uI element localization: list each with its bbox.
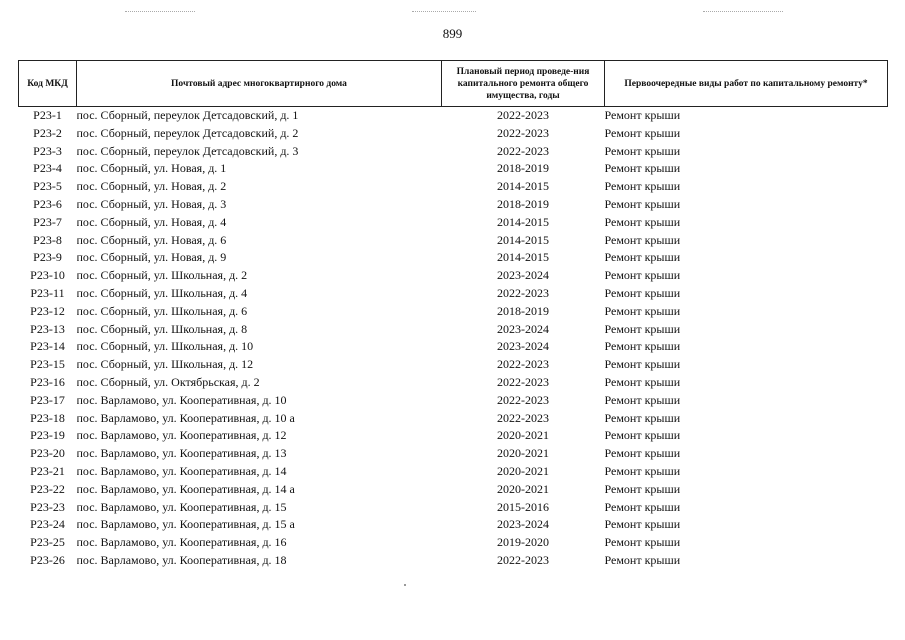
table-row xyxy=(19,143,888,161)
cell-work: Ремонт крыши xyxy=(604,268,681,283)
cell-period: 2022-2023 xyxy=(497,285,549,300)
table-row xyxy=(19,552,888,570)
cell-code: Р23-7 xyxy=(33,214,62,229)
table-row xyxy=(19,392,888,410)
table-row xyxy=(19,499,888,517)
table-row xyxy=(19,178,888,196)
cell-code: Р23-11 xyxy=(30,285,65,300)
cell-address: пос. Варламово, ул. Кооперативная, д. 14 а xyxy=(76,481,295,496)
cell-address: пос. Сборный, переулок Детсадовский, д. 3 xyxy=(76,143,299,158)
cell-work: Ремонт крыши xyxy=(604,250,681,265)
cell-period: 2018-2019 xyxy=(497,303,549,318)
scan-speck xyxy=(404,584,406,586)
cell-address: пос. Сборный, ул. Новая, д. 3 xyxy=(76,196,227,211)
cell-work: Ремонт крыши xyxy=(604,552,681,567)
table-row xyxy=(19,338,888,356)
cell-work: Ремонт крыши xyxy=(604,214,681,229)
table-row xyxy=(19,516,888,534)
header-code: Код МКД xyxy=(19,61,77,107)
cell-address: пос. Сборный, ул. Школьная, д. 6 xyxy=(76,303,248,318)
table-row xyxy=(19,125,888,143)
cell-period: 2022-2023 xyxy=(497,374,549,389)
table-row xyxy=(19,214,888,232)
cell-period: 2023-2024 xyxy=(497,321,549,336)
cell-period: 2020-2021 xyxy=(497,481,549,496)
table-row xyxy=(19,160,888,178)
repair-registry-table xyxy=(18,60,888,570)
cell-address: пос. Варламово, ул. Кооперативная, д. 12 xyxy=(76,428,287,443)
table-row xyxy=(19,481,888,499)
cell-period: 2015-2016 xyxy=(497,499,549,514)
table-header-row xyxy=(19,61,888,107)
cell-work: Ремонт крыши xyxy=(604,285,681,300)
cell-period: 2014-2015 xyxy=(497,179,549,194)
cell-period: 2023-2024 xyxy=(497,339,549,354)
cell-work: Ремонт крыши xyxy=(604,108,681,122)
cell-address: пос. Сборный, ул. Школьная, д. 4 xyxy=(76,285,248,300)
cell-code: Р23-9 xyxy=(33,250,62,265)
scan-mark-right xyxy=(703,11,783,13)
cell-work: Ремонт крыши xyxy=(604,499,681,514)
cell-work: Ремонт крыши xyxy=(604,196,681,211)
cell-code: Р23-4 xyxy=(33,161,62,176)
table-row xyxy=(19,463,888,481)
cell-work: Ремонт крыши xyxy=(604,517,681,532)
cell-work: Ремонт крыши xyxy=(604,321,681,336)
cell-code: Р23-16 xyxy=(30,374,65,389)
cell-code: Р23-24 xyxy=(30,517,65,532)
cell-address: пос. Варламово, ул. Кооперативная, д. 10 а xyxy=(76,410,295,425)
cell-work: Ремонт крыши xyxy=(604,161,681,176)
cell-address: пос. Варламово, ул. Кооперативная, д. 13 xyxy=(76,446,287,461)
cell-period: 2023-2024 xyxy=(497,517,549,532)
cell-work: Ремонт крыши xyxy=(604,535,681,550)
cell-period: 2019-2020 xyxy=(497,535,549,550)
cell-period: 2020-2021 xyxy=(497,428,549,443)
cell-address: пос. Сборный, ул. Школьная, д. 2 xyxy=(76,268,248,283)
cell-period: 2022-2023 xyxy=(497,552,549,567)
table-row xyxy=(19,285,888,303)
table-row xyxy=(19,374,888,392)
cell-work: Ремонт крыши xyxy=(604,232,681,247)
cell-work: Ремонт крыши xyxy=(604,392,681,407)
cell-address: пос. Сборный, ул. Новая, д. 1 xyxy=(76,161,227,176)
cell-code: Р23-20 xyxy=(30,446,65,461)
page-number: 899 xyxy=(442,26,463,41)
cell-period: 2022-2023 xyxy=(497,108,549,122)
scan-mark-center xyxy=(412,11,476,13)
cell-code: Р23-12 xyxy=(30,303,65,318)
cell-address: пос. Варламово, ул. Кооперативная, д. 18 xyxy=(76,552,287,567)
cell-code: Р23-26 xyxy=(30,552,65,567)
cell-code: Р23-1 xyxy=(33,108,62,122)
cell-work: Ремонт крыши xyxy=(604,357,681,372)
cell-work: Ремонт крыши xyxy=(604,446,681,461)
table-row xyxy=(19,196,888,214)
cell-code: Р23-3 xyxy=(33,143,62,158)
cell-work: Ремонт крыши xyxy=(604,374,681,389)
table-row xyxy=(19,410,888,428)
cell-work: Ремонт крыши xyxy=(604,410,681,425)
cell-code: Р23-13 xyxy=(30,321,65,336)
cell-address: пос. Сборный, ул. Школьная, д. 10 xyxy=(76,339,254,354)
cell-code: Р23-10 xyxy=(30,268,65,283)
cell-address: пос. Сборный, ул. Новая, д. 4 xyxy=(76,214,227,229)
cell-code: Р23-6 xyxy=(33,196,62,211)
cell-period: 2020-2021 xyxy=(497,446,549,461)
cell-period: 2014-2015 xyxy=(497,214,549,229)
table-row xyxy=(19,232,888,250)
cell-period: 2022-2023 xyxy=(497,143,549,158)
cell-work: Ремонт крыши xyxy=(604,303,681,318)
cell-period: 2020-2021 xyxy=(497,463,549,478)
cell-code: Р23-18 xyxy=(30,410,65,425)
cell-work: Ремонт крыши xyxy=(604,179,681,194)
cell-code: Р23-17 xyxy=(30,392,65,407)
cell-address: пос. Варламово, ул. Кооперативная, д. 14 xyxy=(76,463,287,478)
table-row xyxy=(19,303,888,321)
cell-address: пос. Сборный, ул. Новая, д. 9 xyxy=(76,250,227,265)
cell-period: 2018-2019 xyxy=(497,196,549,211)
table-row xyxy=(19,107,888,125)
table-row xyxy=(19,445,888,463)
cell-code: Р23-15 xyxy=(30,357,65,372)
cell-address: пос. Сборный, ул. Октябрьская, д. 2 xyxy=(76,374,260,389)
cell-code: Р23-21 xyxy=(30,463,65,478)
cell-work: Ремонт крыши xyxy=(604,125,681,140)
cell-period: 2014-2015 xyxy=(497,232,549,247)
cell-code: Р23-5 xyxy=(33,179,62,194)
header-period: Плановый период проведе-ния капитального ремонта общего имущества, годы xyxy=(442,61,605,107)
cell-period: 2014-2015 xyxy=(497,250,549,265)
cell-address: пос. Варламово, ул. Кооперативная, д. 10 xyxy=(76,392,287,407)
cell-period: 2022-2023 xyxy=(497,357,549,372)
cell-address: пос. Сборный, ул. Новая, д. 6 xyxy=(76,232,227,247)
cell-address: пос. Сборный, переулок Детсадовский, д. 2 xyxy=(76,125,299,140)
cell-code: Р23-23 xyxy=(30,499,65,514)
cell-work: Ремонт крыши xyxy=(604,143,681,158)
cell-address: пос. Сборный, переулок Детсадовский, д. 1 xyxy=(76,108,299,122)
cell-period: 2022-2023 xyxy=(497,410,549,425)
cell-code: Р23-25 xyxy=(30,535,65,550)
table-row xyxy=(19,321,888,339)
cell-work: Ремонт крыши xyxy=(604,463,681,478)
cell-address: пос. Варламово, ул. Кооперативная, д. 16 xyxy=(76,535,287,550)
cell-code: Р23-19 xyxy=(30,428,65,443)
header-work: Первоочередные виды работ по капитальному ремонту* xyxy=(605,61,888,107)
table-row xyxy=(19,427,888,445)
cell-code: Р23-22 xyxy=(30,481,65,496)
table-row xyxy=(19,267,888,285)
cell-code: Р23-14 xyxy=(30,339,65,354)
cell-address: пос. Сборный, ул. Школьная, д. 8 xyxy=(76,321,248,336)
cell-address: пос. Варламово, ул. Кооперативная, д. 15 xyxy=(76,499,287,514)
cell-address: пос. Сборный, ул. Школьная, д. 12 xyxy=(76,357,254,372)
cell-address: пос. Варламово, ул. Кооперативная, д. 15 а xyxy=(76,517,295,532)
table-row xyxy=(19,356,888,374)
header-address: Почтовый адрес многоквартирного дома xyxy=(77,61,442,107)
cell-code: Р23-2 xyxy=(33,125,62,140)
cell-work: Ремонт крыши xyxy=(604,339,681,354)
cell-address: пос. Сборный, ул. Новая, д. 2 xyxy=(76,179,227,194)
table-row xyxy=(19,249,888,267)
cell-work: Ремонт крыши xyxy=(604,428,681,443)
cell-period: 2018-2019 xyxy=(497,161,549,176)
cell-period: 2022-2023 xyxy=(497,125,549,140)
cell-code: Р23-8 xyxy=(33,232,62,247)
table-row xyxy=(19,534,888,552)
cell-period: 2023-2024 xyxy=(497,268,549,283)
table-body xyxy=(19,107,888,570)
cell-work: Ремонт крыши xyxy=(604,481,681,496)
scan-mark-left xyxy=(125,11,195,13)
cell-period: 2022-2023 xyxy=(497,392,549,407)
